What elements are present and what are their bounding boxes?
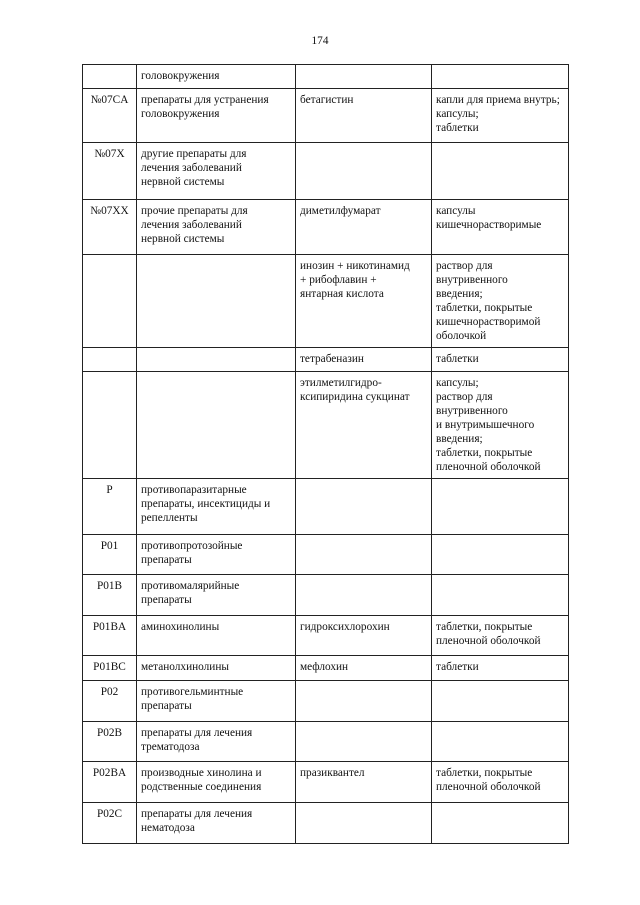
atc-code-cell: P02B (83, 722, 137, 762)
dosage-form-cell: таблетки (432, 656, 569, 681)
atc-code-cell: P02C (83, 803, 137, 844)
drug-name-cell: бетагистин (296, 89, 432, 143)
drug-name-cell: этилметилгидро- ксипиридина сукцинат (296, 372, 432, 479)
group-name-cell: производные хинолина и родственные соединения (137, 762, 296, 803)
atc-code-cell (83, 372, 137, 479)
drug-name-cell (296, 65, 432, 89)
dosage-form-cell: капли для приема внутрь; капсулы; таблетки (432, 89, 569, 143)
page-number: 174 (311, 35, 329, 47)
atc-code-cell: P02BA (83, 762, 137, 803)
drug-name-cell (296, 722, 432, 762)
table-row (83, 89, 569, 143)
table-row (83, 803, 569, 844)
dosage-form-cell: таблетки, покрытые пленочной оболочкой (432, 762, 569, 803)
group-name-cell: противогельминтные препараты (137, 681, 296, 722)
drug-name-cell (296, 535, 432, 575)
table-row (83, 255, 569, 348)
dosage-form-cell: таблетки (432, 348, 569, 372)
group-name-cell: препараты для устранения головокружения (137, 89, 296, 143)
drug-name-cell (296, 479, 432, 535)
table-body (83, 65, 569, 844)
dosage-form-cell (432, 681, 569, 722)
drug-name-cell: гидроксихлорохин (296, 616, 432, 656)
group-name-cell: другие препараты для лечения заболеваний нервной системы (137, 143, 296, 200)
drug-name-cell: тетрабеназин (296, 348, 432, 372)
group-name-cell: аминохинолины (137, 616, 296, 656)
table-row (83, 200, 569, 255)
drug-name-cell (296, 803, 432, 844)
atc-code-cell: P01B (83, 575, 137, 616)
group-name-cell (137, 255, 296, 348)
atc-code-cell: P01BA (83, 616, 137, 656)
group-name-cell (137, 348, 296, 372)
group-name-cell: прочие препараты для лечения заболеваний нервной системы (137, 200, 296, 255)
group-name-cell: противомалярийные препараты (137, 575, 296, 616)
group-name-cell: противопаразитарные препараты, инсектициды и репелленты (137, 479, 296, 535)
atc-code-cell: №07X (83, 143, 137, 200)
atc-code-cell: P01 (83, 535, 137, 575)
dosage-form-cell (432, 722, 569, 762)
table-row (83, 479, 569, 535)
dosage-form-cell: раствор для внутривенного введения; таблетки, покрытые кишечнорастворимой оболочкой (432, 255, 569, 348)
atc-code-cell: P02 (83, 681, 137, 722)
group-name-cell: препараты для лечения трематодоза (137, 722, 296, 762)
atc-code-cell (83, 255, 137, 348)
atc-code-cell: №07XX (83, 200, 137, 255)
dosage-form-cell (432, 479, 569, 535)
table-row (83, 372, 569, 479)
atc-code-cell (83, 348, 137, 372)
group-name-cell: головокружения (137, 65, 296, 89)
atc-code-cell: P01BC (83, 656, 137, 681)
table-row (83, 575, 569, 616)
atc-code-cell: P (83, 479, 137, 535)
table-row (83, 616, 569, 656)
group-name-cell: противопротозойные препараты (137, 535, 296, 575)
group-name-cell (137, 372, 296, 479)
table-row (83, 348, 569, 372)
drug-classification-table (82, 64, 569, 844)
dosage-form-cell (432, 143, 569, 200)
table-row (83, 143, 569, 200)
group-name-cell: препараты для лечения нематодоза (137, 803, 296, 844)
atc-code-cell: №07CA (83, 89, 137, 143)
table-row (83, 722, 569, 762)
drug-name-cell: инозин + никотинамид + рибофлавин + янтарная кислота (296, 255, 432, 348)
dosage-form-cell (432, 575, 569, 616)
drug-name-cell (296, 143, 432, 200)
atc-code-cell (83, 65, 137, 89)
drug-name-cell (296, 575, 432, 616)
table-row (83, 656, 569, 681)
table-row (83, 535, 569, 575)
dosage-form-cell (432, 65, 569, 89)
drug-name-cell: празиквантел (296, 762, 432, 803)
group-name-cell: метанолхинолины (137, 656, 296, 681)
dosage-form-cell: таблетки, покрытые пленочной оболочкой (432, 616, 569, 656)
dosage-form-cell: капсулы; раствор для внутривенного и внутримышечного введения; таблетки, покрытые пленочной оболочкой (432, 372, 569, 479)
table-row (83, 762, 569, 803)
drug-name-cell (296, 681, 432, 722)
table-row (83, 65, 569, 89)
dosage-form-cell (432, 803, 569, 844)
drug-name-cell: диметилфумарат (296, 200, 432, 255)
table-row (83, 681, 569, 722)
dosage-form-cell (432, 535, 569, 575)
dosage-form-cell: капсулы кишечнорастворимые (432, 200, 569, 255)
drug-name-cell: мефлохин (296, 656, 432, 681)
